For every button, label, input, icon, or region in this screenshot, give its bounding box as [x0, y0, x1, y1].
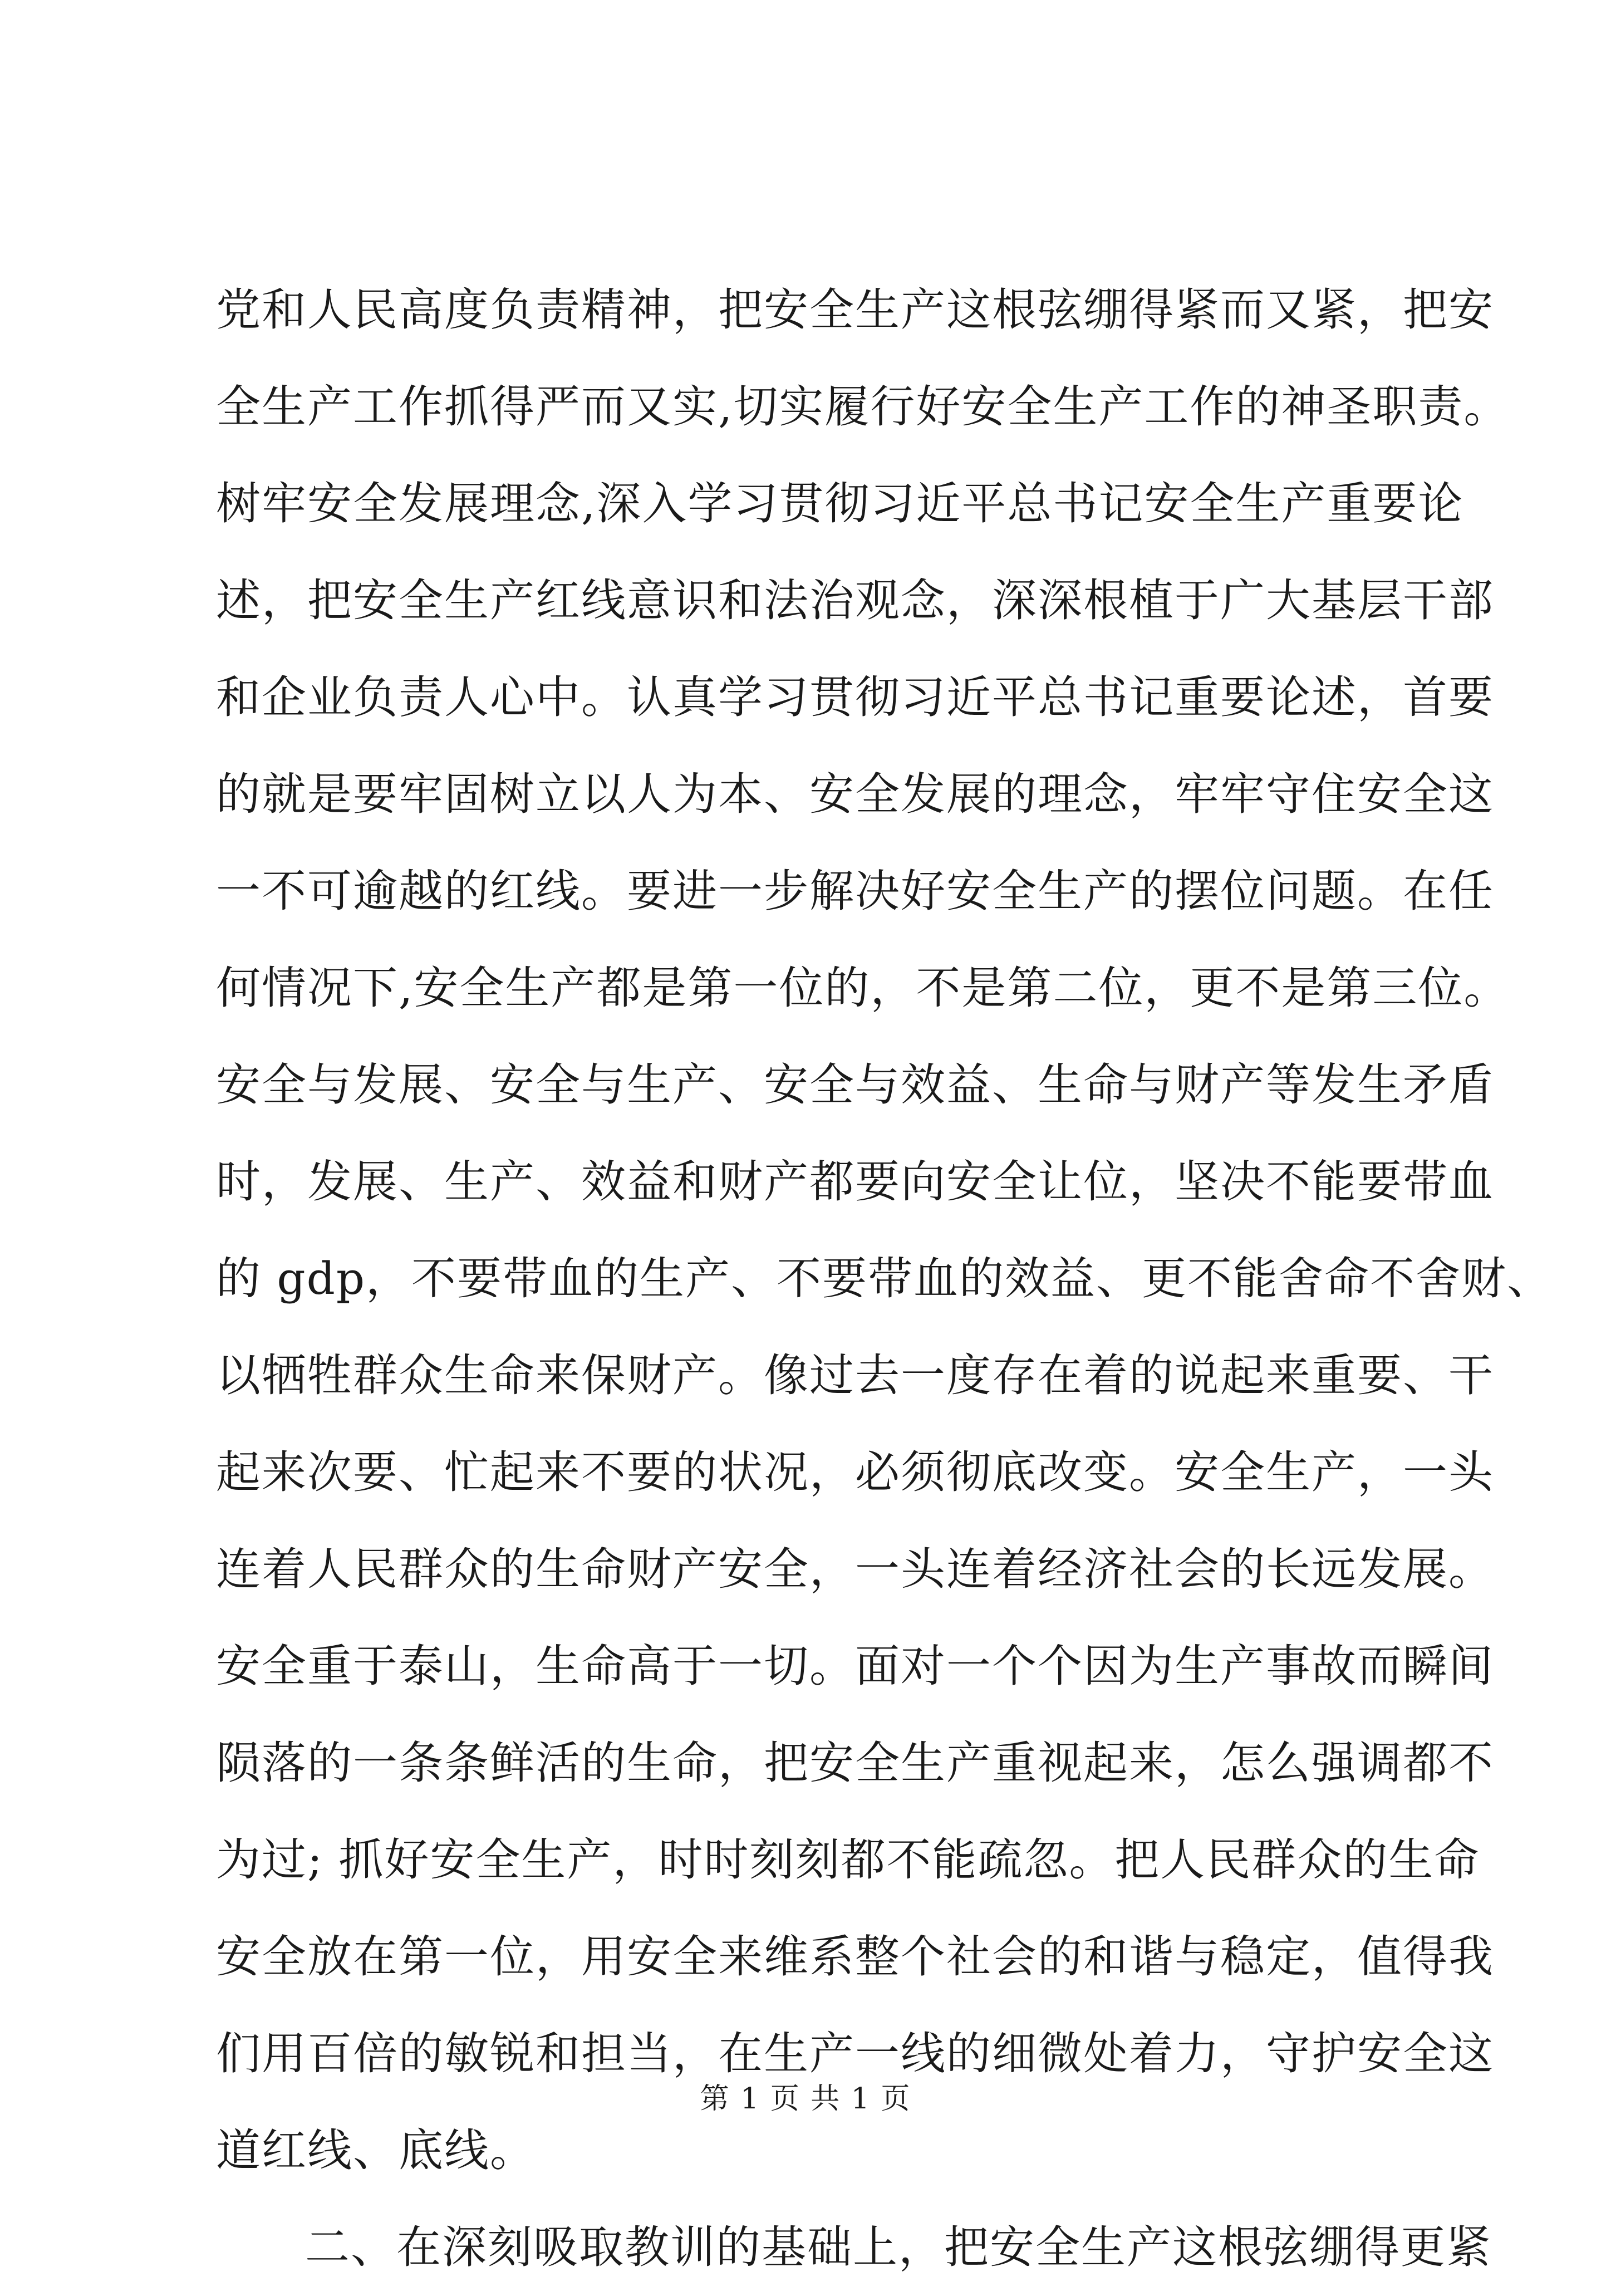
text-line: 的 gdp，不要带血的生产、不要带血的效益、更不能舍命不舍财、 — [216, 1253, 1553, 1304]
section-heading: 二、在深刻吸取教训的基础上，把安全生产这根弦绷得更紧 — [305, 2221, 1492, 2273]
text-line: 连着人民群众的生命财产安全，一头连着经济社会的长远发展。 — [216, 1543, 1494, 1595]
text-line: 道红线、底线。 — [216, 2125, 536, 2176]
text-line: 述，把安全生产红线意识和法治观念，深深根植于广大基层干部 — [216, 575, 1494, 626]
text-line: 全生产工作抓得严而又实,切实履行好安全生产工作的神圣职责。 — [216, 381, 1510, 433]
text-line: 陨落的一条条鲜活的生命，把安全生产重视起来，怎么强调都不 — [216, 1737, 1494, 1789]
text-line: 为过; 抓好安全生产，时时刻刻都不能疏忽。把人民群众的生命 — [216, 1834, 1480, 1886]
text-line: 和企业负责人心中。认真学习贯彻习近平总书记重要论述，首要 — [216, 671, 1494, 723]
text-line: 安全放在第一位，用安全来维系整个社会的和谐与稳定，值得我 — [216, 1931, 1494, 1983]
text-line: 何情况下,安全生产都是第一位的，不是第二位，更不是第三位。 — [216, 962, 1510, 1014]
text-line: 一不可逾越的红线。要进一步解决好安全生产的摆位问题。在任 — [216, 865, 1494, 917]
text-line: 以牺牲群众生命来保财产。像过去一度存在着的说起来重要、干 — [216, 1350, 1494, 1401]
text-line: 们用百倍的敏锐和担当，在生产一线的细微处着力，守护安全这 — [216, 2028, 1494, 2079]
text-line: 时，发展、生产、效益和财产都要向安全让位，坚决不能要带血 — [216, 1156, 1494, 1208]
text-line: 的就是要牢固树立以人为本、安全发展的理念，牢牢守住安全这 — [216, 768, 1494, 820]
page-footer: 第 1 页 共 1 页 — [700, 2082, 911, 2116]
text-line: 树牢安全发展理念,深入学习贯彻习近平总书记安全生产重要论 — [216, 478, 1464, 529]
text-line: 安全与发展、安全与生产、安全与效益、生命与财产等发生矛盾 — [216, 1059, 1494, 1111]
text-line: 安全重于泰山，生命高于一切。面对一个个因为生产事故而瞬间 — [216, 1640, 1494, 1692]
text-line: 起来次要、忙起来不要的状况，必须彻底改变。安全生产，一头 — [216, 1446, 1494, 1498]
document-body — [216, 262, 1553, 2296]
text-line: 党和人民高度负责精神，把安全生产这根弦绷得紧而又紧，把安 — [216, 284, 1494, 336]
